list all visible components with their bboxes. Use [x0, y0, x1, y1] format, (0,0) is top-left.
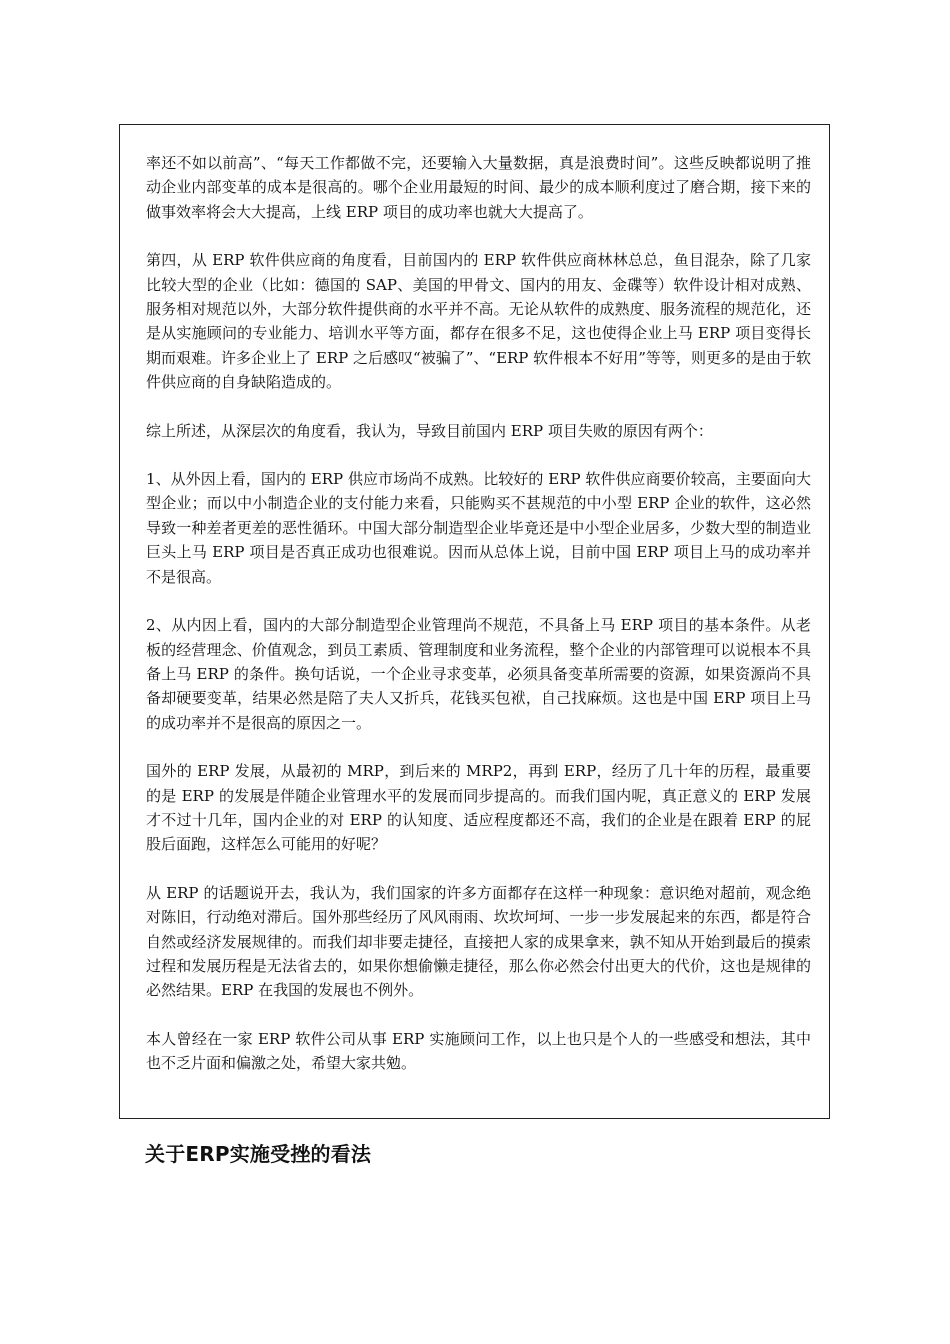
- paragraph-broader-view: 从 ERP 的话题说开去，我认为，我们国家的许多方面都存在这样一种现象：意识绝对超前，观念绝对陈旧，行动绝对滞后。国外那些经历了风风雨雨、坎坎坷坷、一步一步发展起来的东西，都是符合自然或经济发展规律的。而我们却非要走捷径，直接把人家的成果拿来，孰不知从开始到最后的摸索过程和发展历程是无法省去的，如果你想偷懒走捷径，那么你必然会付出更大的代价，这也是规律的必然结果。ERP 在我国的发展也不例外。: [146, 883, 811, 1000]
- paragraph-foreign-erp: 国外的 ERP 发展，从最初的 MRP，到后来的 MRP2，再到 ERP，经历了几十年的历程，最重要的是 ERP 的发展是伴随企业管理水平的发展而同步提高的。而我们国内呢，真正意义的 ERP 发展才不过十几年，国内企业的对 ERP 的认知度、适应程度都还不高，我们的企业是在跟着 ERP 的屁股后面跑，这样怎么可能用的好呢？: [146, 762, 811, 854]
- paragraph-external-cause: 1、从外因上看，国内的 ERP 供应市场尚不成熟。比较好的 ERP 软件供应商要价较高，主要面向大型企业；而以中小制造企业的支付能力来看，只能购买不甚规范的中小型 ERP 企业的软件，这必然导致一种差者更差的恶性循环。中国大部分制造型企业毕竟还是中小型企业居多，少数大型的制造业巨头上马 ERP 项目是否真正成功也很难说。因而从总体上说，目前中国 ERP 项目上马的成功率并不是很高。: [146, 470, 811, 586]
- article-text-box: [119, 124, 830, 1119]
- paragraph-internal-cause: 2、从内因上看，国内的大部分制造型企业管理尚不规范，不具备上马 ERP 项目的基本条件。从老板的经营理念、价值观念，到员工素质、管理制度和业务流程，整个企业的内部管理可以说根本不具备上马 ERP 的条件。换句话说，一个企业寻求变革，必须具备变革所需要的资源，如果资源尚不具备却硬要变革，结果必然是陪了夫人又折兵，花钱买包袱，自己找麻烦。这也是中国 ERP 项目上马的成功率并不是很高的原因之一。: [146, 616, 811, 732]
- paragraph-author-note: 本人曾经在一家 ERP 软件公司从事 ERP 实施顾问工作，以上也只是个人的一些感受和想法，其中也不乏片面和偏激之处，希望大家共勉。: [146, 1029, 811, 1073]
- paragraph-summary: 综上所述，从深层次的角度看，我认为，导致目前国内 ERP 项目失败的原因有两个：: [146, 421, 713, 440]
- paragraph-fourth-point: 第四，从 ERP 软件供应商的角度看，目前国内的 ERP 软件供应商林林总总，鱼目混杂，除了几家比较大型的企业（比如：德国的 SAP、美国的甲骨文、国内的用友、金碟等）软件设计相对成熟、服务相对规范以外，大部分软件提供商的水平并不高。无论从软件的成熟度、服务流程的规范化，还是从实施顾问的专业能力、培训水平等方面，都存在很多不足，这也使得企业上马 ERP 项目变得长期而艰难。许多企业上了 ERP 之后感叹“被骗了”、“ERP 软件根本不好用”等等，则更多的是由于软件供应商的自身缺陷造成的。: [146, 251, 811, 392]
- paragraph-continuation: 率还不如以前高”、“每天工作都做不完，还要输入大量数据，真是浪费时间”。这些反映都说明了推动企业内部变革的成本是很高的。哪个企业用最短的时间、最少的成本顺利度过了磨合期，接下来的做事效率将会大大提高，上线 ERP 项目的成功率也就大大提高了。: [146, 154, 811, 221]
- section-heading: 关于ERP实施受挫的看法: [145, 1142, 372, 1166]
